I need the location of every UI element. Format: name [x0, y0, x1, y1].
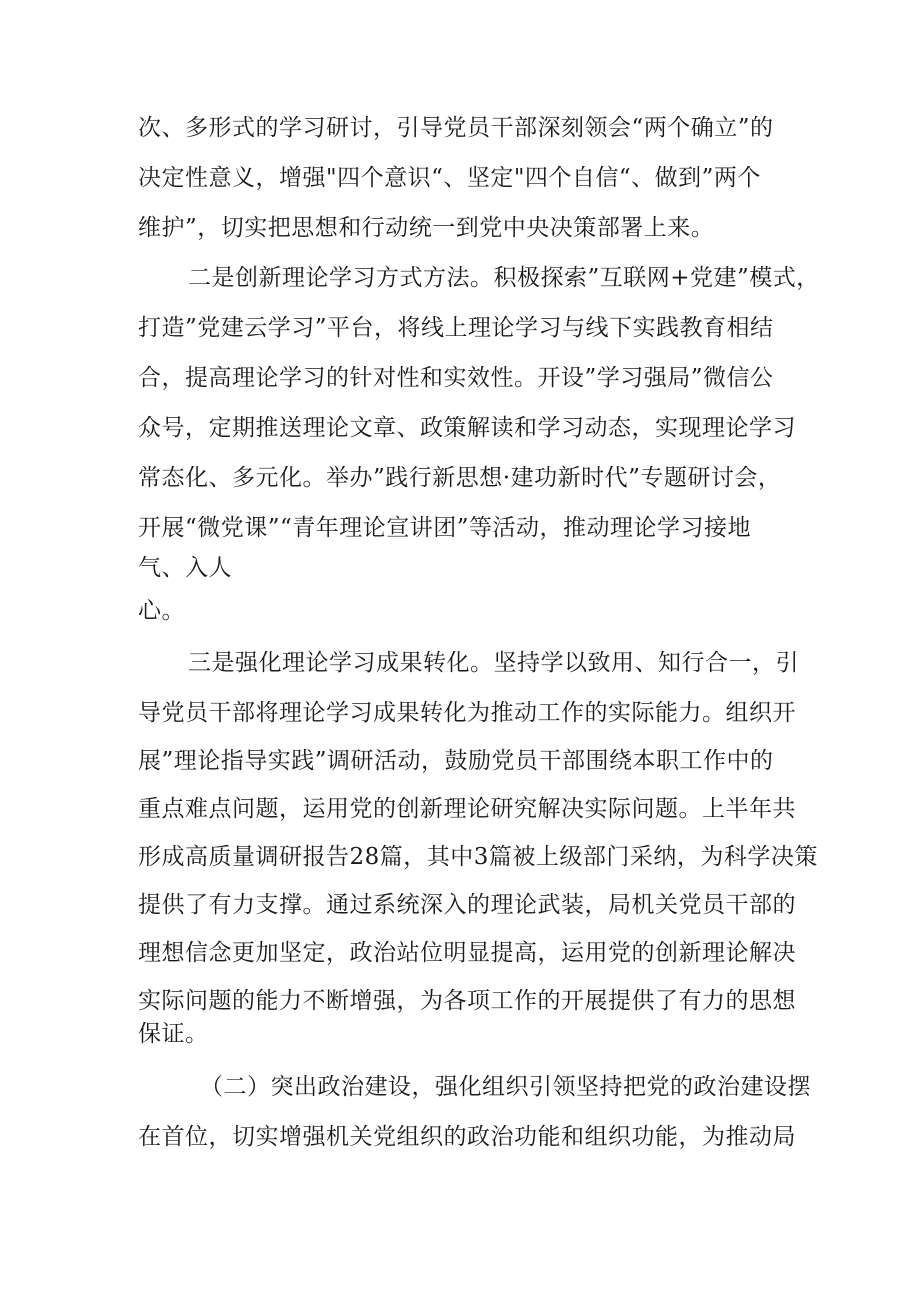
text-line: 实际问题的能力不断增强，为各项工作的开展提供了有力的思想 [138, 988, 796, 1014]
text-line: 理想信念更加坚定，政治站位明显提高，运用党的创新理论解决 [138, 940, 796, 966]
text-line: 合，提高理论学习的针对性和实效性。开设”学习强局”微信公 [138, 365, 774, 391]
text-line: 重点难点问题，运用党的创新理论研究解决实际问题。上半年共 [138, 796, 796, 822]
text-line: 心。 [138, 598, 185, 624]
text-line: 维护”，切实把思想和行动统一到党中央决策部署上来。 [138, 215, 715, 241]
text-line: 决定性意义，增强"四个意识“、坚定"四个自信“、做到”两个 [138, 165, 761, 191]
text-line: 在首位，切实增强机关党组织的政治功能和组织功能，为推动局 [138, 1124, 796, 1150]
text-line: 形成高质量调研报告28篇，其中3篇被上级部门采纳，为科学决策 [138, 844, 818, 870]
text-line: 保证。 [138, 1021, 209, 1047]
text-line: 常态化、多元化。举办”践行新思想·建功新时代”专题研讨会， [138, 465, 782, 491]
text-line: 次、多形式的学习研讨，引导党员干部深刻领会“两个确立”的 [138, 115, 774, 141]
text-line: 开展“微党课”“青年理论宣讲团”等活动，推动理论学习接地 [138, 515, 752, 541]
text-line: 提供了有力支撑。通过系统深入的理论武装，局机关党员干部的 [138, 892, 796, 918]
text-line: 展”理论指导实践”调研活动，鼓励党员干部围绕本职工作中的 [138, 748, 774, 774]
text-line: 气、入人 [138, 555, 232, 581]
text-line: 众号，定期推送理论文章、政策解读和学习动态，实现理论学习 [138, 415, 796, 441]
paragraph-first-line: 三是强化理论学习成果转化。坚持学以致用、知行合一，引 [188, 650, 799, 676]
section-heading-line: （二）突出政治建设，强化组织引领坚持把党的政治建设摆 [200, 1074, 811, 1100]
paragraph-first-line: 二是创新理论学习方式方法。积极探索”互联网+党建”模式， [188, 265, 820, 291]
text-line: 导党员干部将理论学习成果转化为推动工作的实际能力。组织开 [138, 700, 796, 726]
text-line: 打造”党建云学习”平台，将线上理论学习与线下实践教育相结 [138, 315, 774, 341]
